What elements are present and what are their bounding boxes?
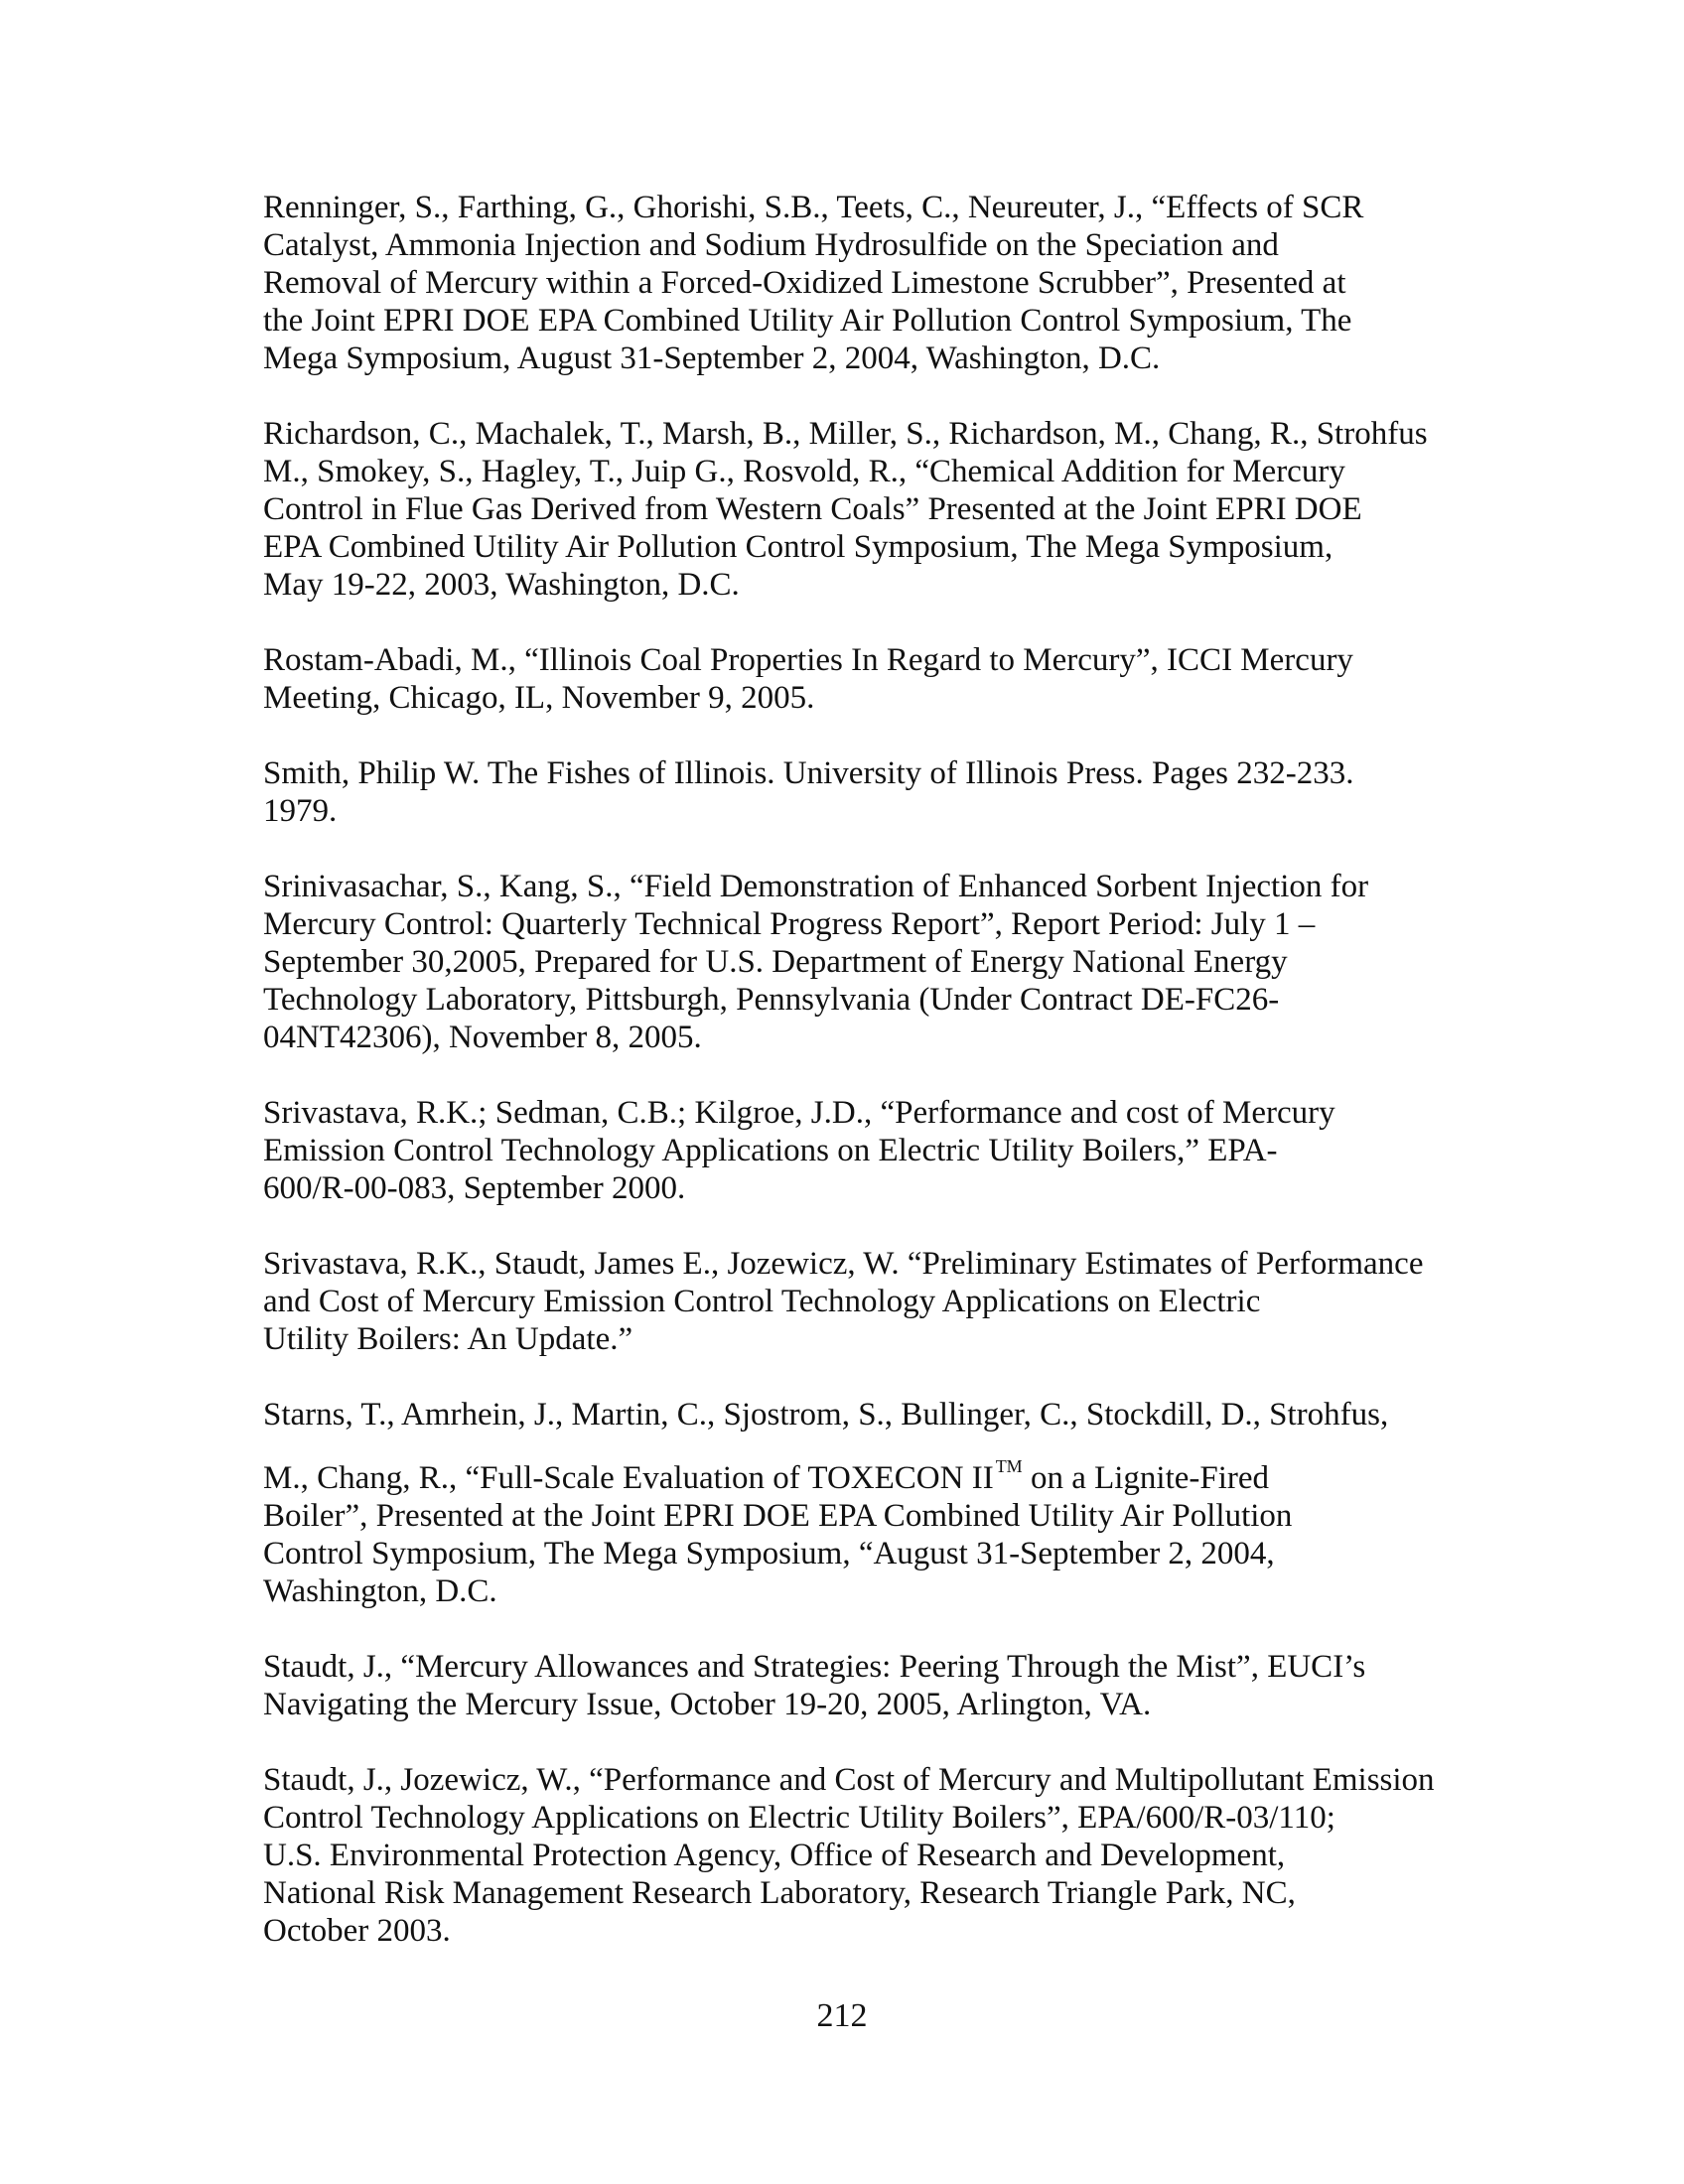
reference-line: 600/R-00-083, September 2000. <box>263 1170 686 1206</box>
reference-line: EPA Combined Utility Air Pollution Control Symposium, The Mega Symposium, <box>263 529 1333 565</box>
page-number: 212 <box>816 1997 868 2034</box>
reference-starns <box>263 1396 1455 1610</box>
reference-line: Mega Symposium, August 31-September 2, 2004, Washington, D.C. <box>263 341 1161 376</box>
reference-line: Srivastava, R.K.; Sedman, C.B.; Kilgroe, J.D., “Performance and cost of Mercury <box>263 1095 1335 1131</box>
reference-line: the Joint EPRI DOE EPA Combined Utility Air Pollution Control Symposium, The <box>263 303 1352 339</box>
reference-line: Control Technology Applications on Electric Utility Boilers”, EPA/600/R-03/110; <box>263 1800 1335 1837</box>
reference-line: 04NT42306), November 8, 2005. <box>263 1020 702 1055</box>
reference-line: Catalyst, Ammonia Injection and Sodium Hydrosulfide on the Speciation and <box>263 227 1279 263</box>
reference-line: National Risk Management Research Laboratory, Research Triangle Park, NC, <box>263 1875 1296 1912</box>
reference-line: Meeting, Chicago, IL, November 9, 2005. <box>263 680 815 716</box>
reference-line: Control in Flue Gas Derived from Western Coals” Presented at the Joint EPRI DOE <box>263 491 1362 527</box>
reference-renninger <box>263 189 1455 377</box>
reference-line: Navigating the Mercury Issue, October 19-20, 2005, Arlington, VA. <box>263 1687 1152 1723</box>
reference-line: M., Smokey, S., Hagley, T., Juip G., Rosvold, R., “Chemical Addition for Mercury <box>263 454 1345 489</box>
reference-line: Starns, T., Amrhein, J., Martin, C., Sjostrom, S., Bullinger, C., Stockdill, D., Strohfus, <box>263 1397 1389 1433</box>
reference-line: Renninger, S., Farthing, G., Ghorishi, S.B., Teets, C., Neureuter, J., “Effects of SCR <box>263 190 1364 225</box>
reference-line: Richardson, C., Machalek, T., Marsh, B., Miller, S., Richardson, M., Chang, R., Strohfus <box>263 416 1428 452</box>
reference-line: Removal of Mercury within a Forced-Oxidized Limestone Scrubber”, Presented at <box>263 265 1346 301</box>
reference-line: U.S. Environmental Protection Agency, Office of Research and Development, <box>263 1838 1286 1874</box>
reference-list <box>263 189 1455 1987</box>
reference-line: Utility Boilers: An Update.” <box>263 1321 633 1357</box>
reference-srivastava-update <box>263 1245 1455 1358</box>
reference-staudt-allowances <box>263 1648 1455 1723</box>
reference-line: Staudt, J., Jozewicz, W., “Performance and Cost of Mercury and Multipollutant Emission <box>263 1762 1435 1799</box>
reference-line: Smith, Philip W. The Fishes of Illinois. University of Illinois Press. Pages 232-233. <box>263 755 1354 791</box>
trademark-symbol: TM <box>995 1456 1023 1476</box>
reference-richardson <box>263 415 1455 604</box>
reference-line: and Cost of Mercury Emission Control Technology Applications on Electric <box>263 1284 1261 1319</box>
reference-smith <box>263 754 1455 830</box>
reference-rostam-abadi <box>263 641 1455 717</box>
reference-line: September 30,2005, Prepared for U.S. Department of Energy National Energy <box>263 944 1288 980</box>
reference-line: 1979. <box>263 793 338 829</box>
reference-text: on a Lignite-Fired <box>1022 1460 1270 1497</box>
reference-line: Control Symposium, The Mega Symposium, “August 31-September 2, 2004, <box>263 1536 1275 1572</box>
reference-text: M., Chang, R., “Full-Scale Evaluation of TOXECON II <box>263 1460 994 1497</box>
reference-line: Staudt, J., “Mercury Allowances and Strategies: Peering Through the Mist”, EUCI’s <box>263 1649 1366 1686</box>
reference-line: October 2003. <box>263 1913 451 1950</box>
reference-line: Srinivasachar, S., Kang, S., “Field Demonstration of Enhanced Sorbent Injection for <box>263 869 1369 904</box>
reference-line: Rostam-Abadi, M., “Illinois Coal Properties In Regard to Mercury”, ICCI Mercury <box>263 642 1353 678</box>
reference-staudt-performance <box>263 1761 1455 1950</box>
reference-srivastava-2000 <box>263 1094 1455 1207</box>
reference-line: Technology Laboratory, Pittsburgh, Pennsylvania (Under Contract DE-FC26- <box>263 982 1280 1018</box>
reference-line: Washington, D.C. <box>263 1573 497 1610</box>
reference-line: Boiler”, Presented at the Joint EPRI DOE EPA Combined Utility Air Pollution <box>263 1498 1293 1535</box>
reference-line: Mercury Control: Quarterly Technical Progress Report”, Report Period: July 1 – <box>263 906 1316 942</box>
reference-line-with-trademark <box>263 1447 1455 1497</box>
reference-line: Srivastava, R.K., Staudt, James E., Jozewicz, W. “Preliminary Estimates of Performance <box>263 1246 1424 1282</box>
reference-line: May 19-22, 2003, Washington, D.C. <box>263 567 740 603</box>
reference-srinivasachar <box>263 868 1455 1056</box>
reference-line: Emission Control Technology Applications on Electric Utility Boilers,” EPA- <box>263 1133 1278 1168</box>
